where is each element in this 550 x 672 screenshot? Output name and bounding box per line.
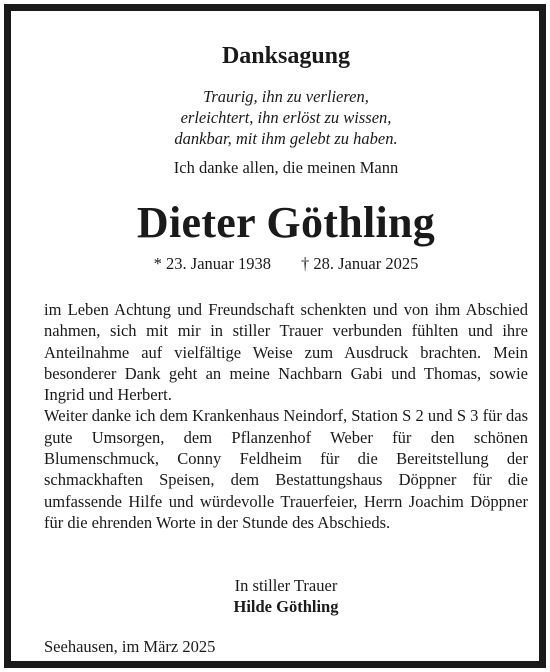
notice-border [4, 4, 546, 668]
deceased-name: Dieter Göthling [136, 198, 436, 247]
notice-heading: Danksagung [221, 43, 351, 69]
signoff [22, 575, 550, 617]
birth-date: * 23. Januar 1938 [153, 254, 271, 273]
place-and-date: Seehausen, im März 2025 [44, 637, 216, 656]
thanks-paragraph: im Leben Achtung und Freundschaft schenkten und von ihm Abschied nahmen, sich mit mir in stiller Trauer verbunden fühlten und ihre Anteilnahme auf vielfältige Weise zum Ausdruck brachten. Mein besonderer Dank geht an meine Nachbarn Gabi und Thomas, sowie Ingrid und Herbert. [44, 300, 528, 405]
thanks-paragraph: Weiter danke ich dem Krankenhaus Neindorf, Station S 2 und S 3 für das gute Umsorgen, dem Pflanzenhof Weber für den schönen Blumenschmuck, Conny Feldheim für die Bereitstellung der schmackhaften Speisen, dem Bestattungshaus Döppner für die umfassende Hilfe und würdevolle Trauerfeier, Herrn Joachim Döppner für die ehrenden Worte in der Stunde des Abschieds. [44, 406, 528, 532]
poem [22, 86, 550, 149]
signer-name: Hilde Göthling [233, 597, 339, 616]
poem-line: erleichtert, ihn erlöst zu wissen, [180, 108, 392, 127]
poem-line: Traurig, ihn zu verlieren, [203, 87, 369, 106]
notice-content [22, 22, 550, 672]
thanks-body [44, 299, 528, 533]
signoff-text: In stiller Trauer [234, 576, 338, 595]
life-dates [22, 253, 550, 274]
intro-text: Ich danke allen, die meinen Mann [173, 158, 399, 177]
death-date: † 28. Januar 2025 [301, 254, 419, 273]
poem-line: dankbar, mit ihm gelebt zu haben. [174, 129, 398, 148]
